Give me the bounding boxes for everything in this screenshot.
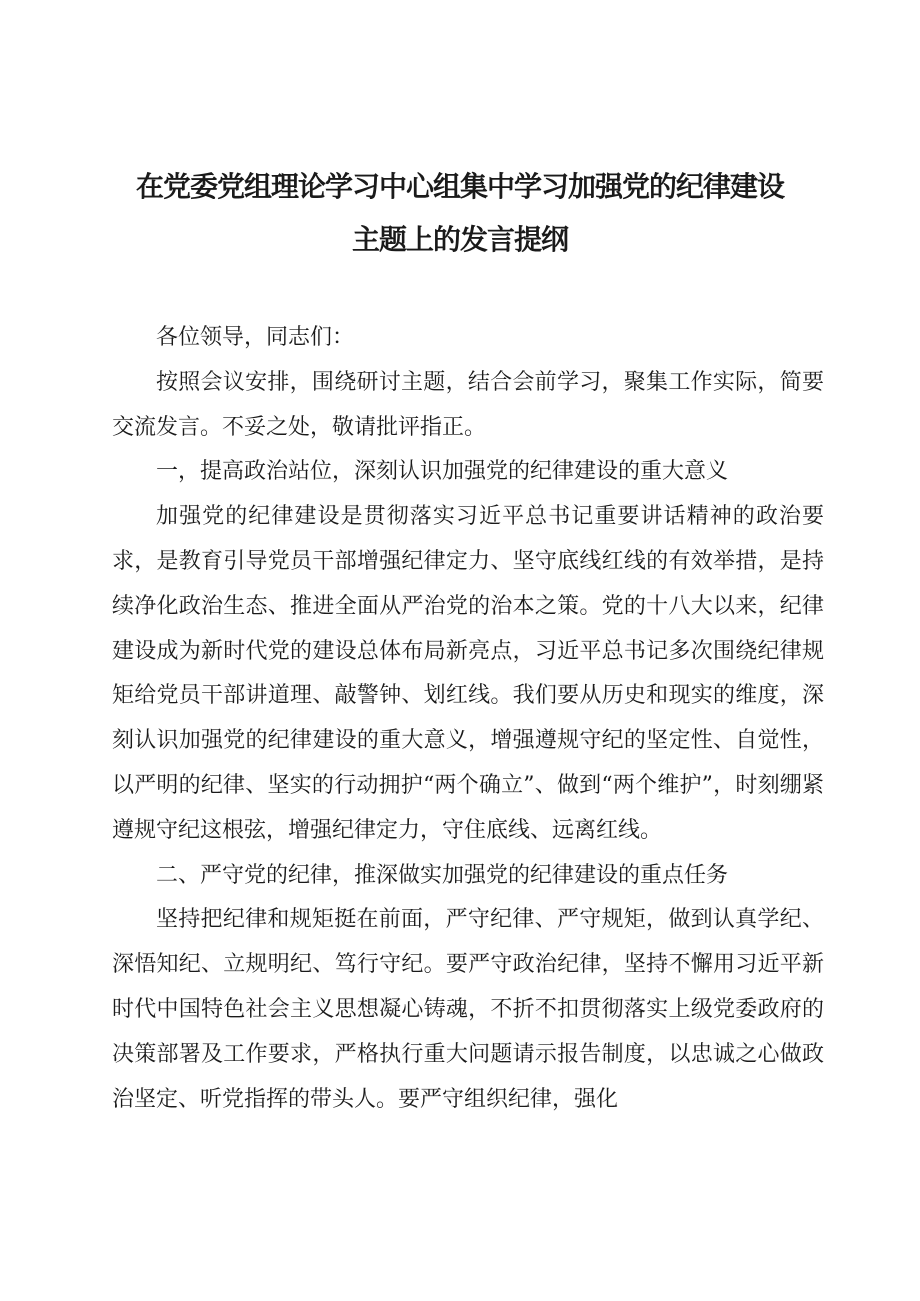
section-2-paragraph: 坚持把纪律和规矩挺在前面，严守纪律、严守规矩，做到认真学纪、深悟知纪、立规明纪、笃行守纪。要严守政治纪律，坚持不懈用习近平新时代中国特色社会主义思想凝心铸魂，不折不扣贯彻落实上级党委政府的决策部署及工作要求，严格执行重大问题请示报告制度，以忠诚之心做政治坚定、听党指挥的带头人。要严守组织纪律，强化 <box>112 907 824 1112</box>
section-2-heading: 二、严守党的纪律，推深做实加强党的纪律建设的重点任务 <box>156 862 729 888</box>
document-title-line-1: 在党委党组理论学习中心组集中学习加强党的纪律建设 <box>135 170 784 203</box>
section-1-heading: 一，提高政治站位，深刻认识加强党的纪律建设的重大意义 <box>156 459 729 485</box>
intro-paragraph: 按照会议安排，围绕研讨主题，结合会前学习，聚集工作实际，简要交流发言。不妥之处，敬请批评指正。 <box>112 369 824 440</box>
document-title-line-2: 主题上的发言提纲 <box>351 223 568 256</box>
section-1-paragraph: 加强党的纪律建设是贯彻落实习近平总书记重要讲话精神的政治要求，是教育引导党员干部增强纪律定力、坚守底线红线的有效举措，是持续净化政治生态、推进全面从严治党的治本之策。党的十八大以来，纪律建设成为新时代党的建设总体布局新亮点，习近平总书记多次围绕纪律规矩给党员干部讲道理、敲警钟、划红线。我们要从历史和现实的维度，深刻认识加强党的纪律建设的重大意义，增强遵规守纪的坚定性、自觉性，以严明的纪律、坚实的行动拥护“两个确立”、做到“两个维护”，时刻绷紧遵规守纪这根弦，增强纪律定力，守住底线、远离红线。 <box>112 504 824 843</box>
document-body <box>112 316 824 1122</box>
salutation: 各位领导，同志们： <box>156 325 355 350</box>
